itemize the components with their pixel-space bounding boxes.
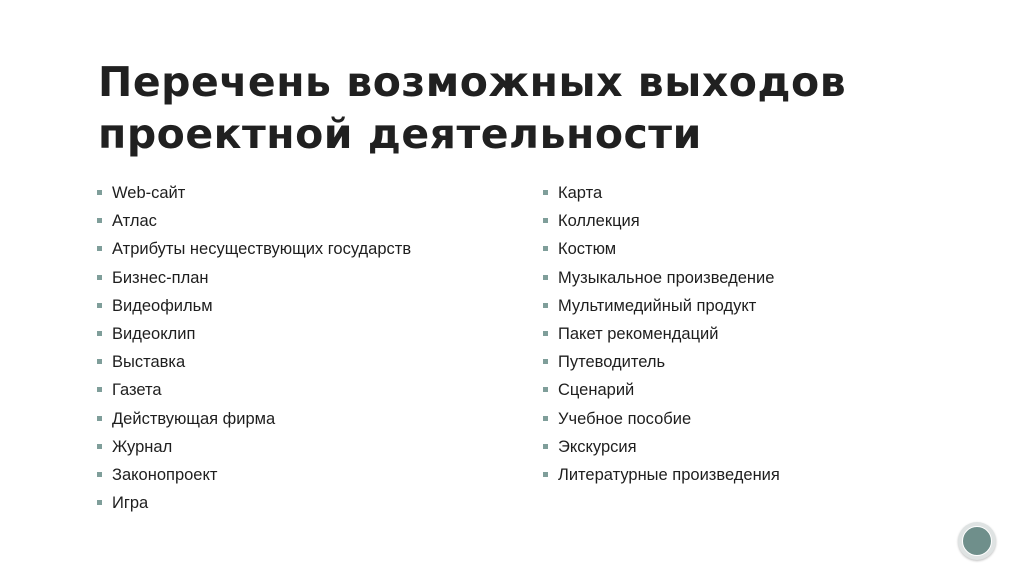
square-bullet-icon bbox=[97, 500, 102, 505]
list-item bbox=[543, 320, 963, 348]
square-bullet-icon bbox=[543, 472, 548, 477]
list-item bbox=[543, 348, 963, 376]
list-item-label: Экскурсия bbox=[558, 437, 637, 456]
list-item bbox=[97, 264, 517, 292]
list-item-label: Литературные произведения bbox=[558, 465, 780, 484]
square-bullet-icon bbox=[97, 359, 102, 364]
list-item bbox=[543, 264, 963, 292]
list-item-label: Пакет рекомендаций bbox=[558, 324, 719, 343]
list-item-label: Web-сайт bbox=[112, 184, 186, 202]
square-bullet-icon bbox=[97, 246, 102, 251]
list-item bbox=[97, 376, 517, 404]
square-bullet-icon bbox=[97, 303, 102, 308]
list-item-label: Журнал bbox=[112, 437, 173, 456]
square-bullet-icon bbox=[543, 246, 548, 251]
list-item bbox=[543, 376, 963, 404]
slide-circle-badge-icon bbox=[958, 522, 996, 560]
list-item bbox=[543, 207, 963, 235]
square-bullet-icon bbox=[97, 190, 102, 195]
badge-inner-circle bbox=[962, 526, 992, 556]
list-item bbox=[97, 207, 517, 235]
list-item bbox=[543, 461, 963, 489]
list-item bbox=[97, 461, 517, 489]
list-item bbox=[97, 489, 517, 517]
list-item bbox=[543, 405, 963, 433]
list-item-label: Видеофильм bbox=[112, 296, 213, 315]
square-bullet-icon bbox=[543, 359, 548, 364]
square-bullet-icon bbox=[543, 444, 548, 449]
list-item bbox=[543, 179, 963, 207]
left-bullet-list bbox=[97, 179, 517, 517]
list-item bbox=[97, 235, 517, 263]
square-bullet-icon bbox=[543, 416, 548, 421]
square-bullet-icon bbox=[97, 472, 102, 477]
list-item-label: Игра bbox=[112, 494, 149, 513]
slide-title-line-1: Перечень возможных выходов bbox=[98, 58, 847, 106]
list-item-label: Бизнес-план bbox=[112, 268, 209, 287]
list-item-label: Видеоклип bbox=[112, 324, 196, 343]
list-item bbox=[543, 292, 963, 320]
list-item bbox=[97, 320, 517, 348]
slide-title bbox=[98, 56, 978, 160]
square-bullet-icon bbox=[543, 331, 548, 336]
list-item bbox=[97, 433, 517, 461]
list-item bbox=[97, 179, 517, 207]
list-item-label: Мультимедийный продукт bbox=[558, 296, 757, 315]
square-bullet-icon bbox=[97, 218, 102, 223]
list-item bbox=[543, 433, 963, 461]
list-item bbox=[97, 292, 517, 320]
list-item bbox=[543, 235, 963, 263]
list-item-label: Газета bbox=[112, 381, 162, 400]
list-item-label: Карта bbox=[558, 184, 603, 202]
square-bullet-icon bbox=[97, 444, 102, 449]
list-item-label: Выставка bbox=[112, 353, 186, 372]
list-item-label: Сценарий bbox=[558, 381, 635, 400]
list-item-label: Костюм bbox=[558, 240, 617, 259]
square-bullet-icon bbox=[543, 303, 548, 308]
square-bullet-icon bbox=[543, 387, 548, 392]
list-item-label: Атрибуты несуществующих государств bbox=[112, 240, 412, 259]
list-item-label: Музыкальное произведение bbox=[558, 268, 775, 287]
list-item-label: Учебное пособие bbox=[558, 409, 692, 428]
list-item-label: Атлас bbox=[112, 212, 157, 231]
right-bullet-list bbox=[543, 179, 963, 489]
slide-title-line-2: проектной деятельности bbox=[98, 110, 702, 158]
square-bullet-icon bbox=[97, 275, 102, 280]
list-item-label: Законопроект bbox=[112, 465, 218, 484]
square-bullet-icon bbox=[543, 190, 548, 195]
square-bullet-icon bbox=[543, 218, 548, 223]
square-bullet-icon bbox=[97, 387, 102, 392]
list-item-label: Коллекция bbox=[558, 212, 640, 231]
square-bullet-icon bbox=[97, 416, 102, 421]
list-item-label: Путеводитель bbox=[558, 353, 666, 372]
list-item bbox=[97, 405, 517, 433]
square-bullet-icon bbox=[543, 275, 548, 280]
list-item-label: Действующая фирма bbox=[112, 409, 276, 428]
list-item bbox=[97, 348, 517, 376]
square-bullet-icon bbox=[97, 331, 102, 336]
